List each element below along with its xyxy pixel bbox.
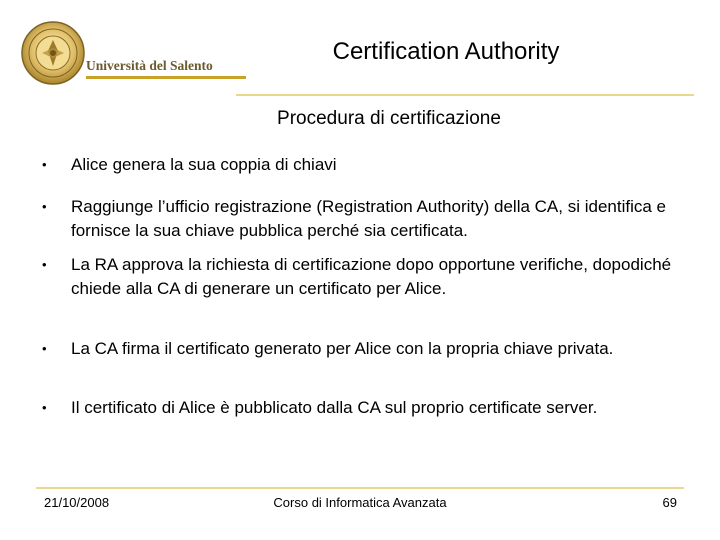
slide-title: Certification Authority <box>332 38 560 65</box>
bullet-item <box>42 337 682 361</box>
slide-subtitle: Procedura di certificazione <box>277 108 501 129</box>
page-number: 69 <box>662 495 677 510</box>
footer-date: 21/10/2008 <box>44 495 110 510</box>
university-seal-icon <box>18 18 88 88</box>
bullet-item <box>42 253 682 301</box>
bullet-item <box>42 195 682 243</box>
footer-divider <box>36 487 684 489</box>
bullet-text: Il certificato di Alice è pubblicato dalla CA sul proprio certificate server. <box>71 398 598 417</box>
bullet-icon: • <box>42 199 47 214</box>
bullet-text: Raggiunge l’ufficio registrazione (Registration Authority) della CA, si identifica e fornisce la sua chiave pubblica perché sia certificata. <box>71 197 666 240</box>
bullet-item <box>42 153 682 177</box>
bullet-icon: • <box>42 157 47 172</box>
bullet-text: La CA firma il certificato generato per Alice con la propria chiave privata. <box>71 339 614 358</box>
bullet-icon: • <box>42 400 47 415</box>
bullet-icon: • <box>42 257 47 272</box>
bullet-icon: • <box>42 341 47 356</box>
header-divider <box>236 94 694 96</box>
logo-underline <box>86 76 246 79</box>
bullet-item <box>42 396 682 420</box>
university-logo <box>18 18 248 88</box>
university-name: Università del Salento <box>86 58 213 73</box>
bullet-text: La RA approva la richiesta di certificazione dopo opportune verifiche, dopodiché chiede alla CA di generare un certificato per Alice. <box>71 255 672 298</box>
bullet-text: Alice genera la sua coppia di chiavi <box>71 155 337 174</box>
footer-course: Corso di Informatica Avanzata <box>273 495 447 510</box>
